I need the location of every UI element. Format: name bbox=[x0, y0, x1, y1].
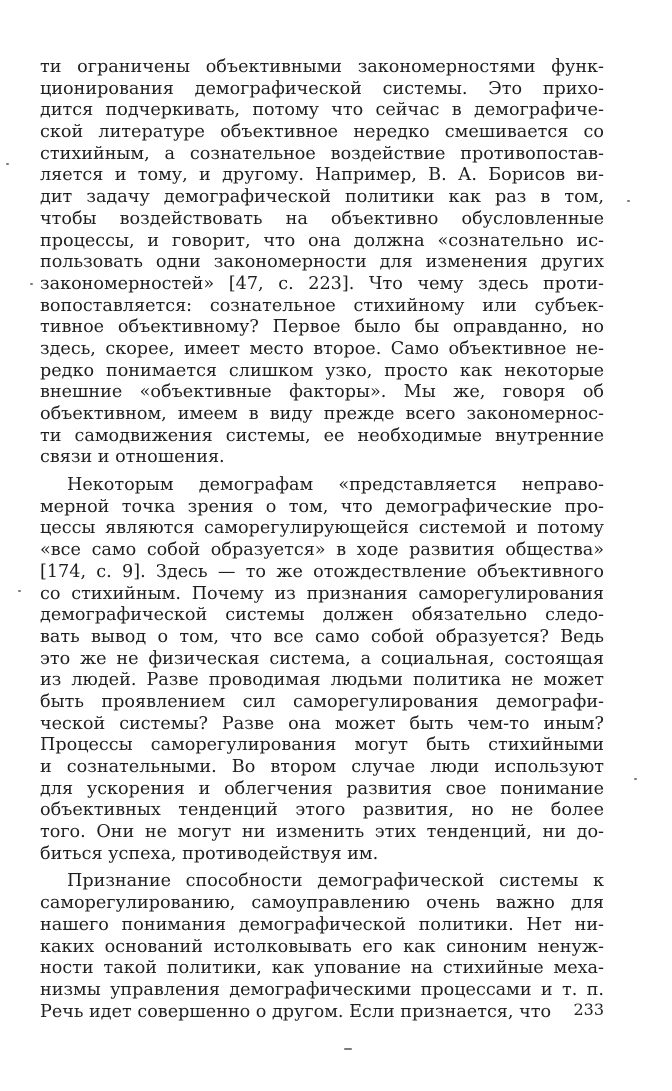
text-line: объективных тенденций этого развития, но не более bbox=[40, 800, 604, 821]
text-line: Некоторым демографам «представляется неправо- bbox=[67, 475, 604, 496]
text-line: того. Они не могут ни изменить этих тенденций, ни до- bbox=[40, 822, 604, 843]
text-line: связи и отношения. bbox=[40, 447, 225, 468]
text-line: ческой системы? Разве она может быть чем-то иным? bbox=[40, 713, 604, 734]
text-line: вопоставляется: сознательное стихийному или субъек- bbox=[40, 295, 604, 316]
text-line: здесь, скорее, имеет место второе. Само объективное не- bbox=[40, 338, 604, 359]
text-line: стихийным, а сознательное воздействие противопостав- bbox=[40, 143, 604, 164]
text-line: ности такой политики, как упование на стихийные меха- bbox=[40, 958, 604, 979]
text-line: Процессы саморегулирования могут быть стихийными bbox=[40, 735, 604, 756]
paragraph-2 bbox=[40, 475, 604, 865]
scan-speck bbox=[18, 590, 21, 592]
scan-speck bbox=[627, 200, 630, 202]
text-line: биться успеха, противодействуя им. bbox=[40, 843, 379, 864]
text-line: пользовать одни закономерности для изменения других bbox=[40, 252, 604, 273]
text-line: дится подчеркивать, потому что сейчас в демографиче- bbox=[40, 100, 604, 121]
text-line: мерной точка зрения о том, что демографические про- bbox=[40, 496, 604, 517]
text-line: саморегулированию, самоуправлению очень важно для bbox=[40, 893, 604, 914]
text-line: чтобы воздействовать на объективно обусловленные bbox=[40, 208, 604, 229]
scan-speck bbox=[30, 283, 33, 285]
text-line: демографической системы должен обязательно следо- bbox=[40, 605, 604, 626]
paragraph-1 bbox=[40, 57, 604, 469]
text-line: «все само собой образуется» в ходе развития общества» bbox=[40, 540, 604, 561]
text-line: редко понимается слишком узко, просто как некоторые bbox=[40, 360, 604, 381]
text-line: для ускорения и облегчения развития свое понимание bbox=[40, 778, 604, 799]
text-line: каких оснований истолковывать его как синоним ненуж- bbox=[40, 936, 604, 957]
page-body bbox=[40, 57, 604, 1023]
text-line: быть проявлением сил саморегулирования демографи- bbox=[40, 691, 604, 712]
text-line: ляется и тому, и другому. Например, В. А. Борисов ви- bbox=[40, 165, 604, 186]
text-line: процессы, и говорит, что она должна «сознательно ис- bbox=[40, 230, 604, 251]
text-line: закономерностей» [47, с. 223]. Что чему здесь проти- bbox=[40, 273, 604, 294]
text-line: ти самодвижения системы, ее необходимые внутренние bbox=[40, 425, 604, 446]
text-line: ционирования демографической системы. Это прихо- bbox=[40, 78, 604, 99]
text-line: тивное объективному? Первое было бы оправданно, но bbox=[40, 317, 604, 338]
text-line: цессы являются саморегулирующейся системой и потому bbox=[40, 518, 604, 539]
text-line: дит задачу демографической политики как раз в том, bbox=[40, 187, 604, 208]
text-line: низмы управления демографическими процессами и т. п. bbox=[40, 979, 604, 1000]
text-line: и сознательными. Во втором случае люди используют bbox=[40, 757, 604, 777]
text-line: со стихийным. Почему из признания саморегулирования bbox=[40, 583, 604, 604]
text-line: Признание способности демографической системы к bbox=[67, 871, 604, 892]
text-line: объективном, имеем в виду прежде всего закономернос- bbox=[40, 404, 604, 424]
text-line: ской литературе объективное нередко смешивается со bbox=[40, 122, 604, 143]
text-line: [174, с. 9]. Здесь — то же отождествление объективного bbox=[40, 561, 604, 582]
scan-speck bbox=[6, 163, 9, 165]
text-line: внешние «объективные факторы». Мы же, говоря об bbox=[40, 382, 604, 403]
text-line: Речь идет совершенно о другом. Если признается, что bbox=[40, 1001, 552, 1022]
paragraph-3 bbox=[40, 871, 604, 1023]
text-line: из людей. Разве проводимая людьми политика не может bbox=[40, 670, 604, 691]
text-line: вать вывод о том, что все само собой образуется? Ведь bbox=[40, 626, 604, 647]
text-line: это же не физическая система, а социальная, состоящая bbox=[40, 648, 604, 669]
text-line: ти ограничены объективными закономерностями функ- bbox=[40, 57, 604, 77]
scan-speck bbox=[634, 778, 637, 780]
scan-speck bbox=[344, 1048, 352, 1050]
text-line: нашего понимания демографической политики. Нет ни- bbox=[40, 914, 604, 935]
page-number: 233 bbox=[573, 1000, 604, 1019]
